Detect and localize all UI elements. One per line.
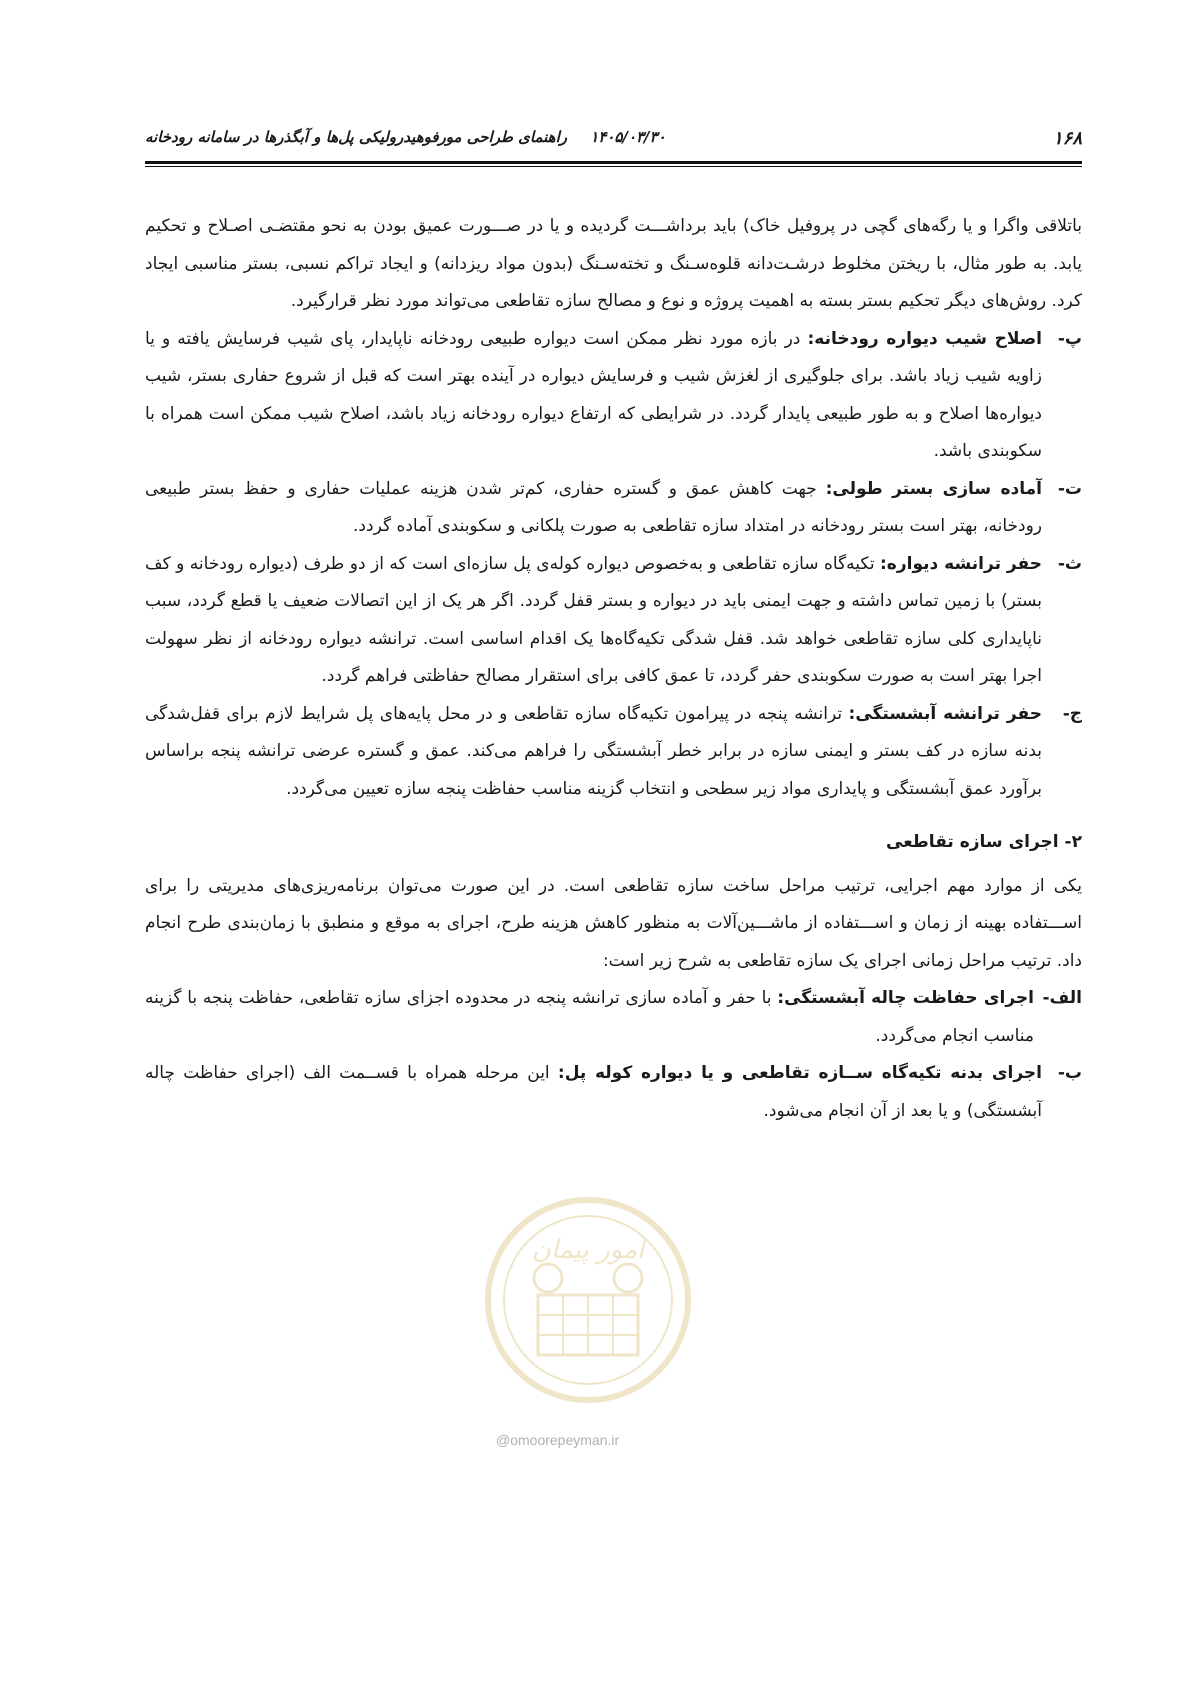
running-title bbox=[145, 128, 666, 146]
list-item-title: اصلاح شیب دیواره رودخانه: bbox=[807, 328, 1042, 349]
list-item-text: این مرحله همراه با قســمت الف (اجرای حفاظت چاله آبشستگی) و یا بعد از آن انجام می‌شود. bbox=[145, 1063, 1042, 1121]
list-marker: پ- bbox=[1057, 328, 1082, 349]
section-heading: ۲- اجرای سازه تقاطعی bbox=[886, 832, 1082, 852]
list-item-body bbox=[145, 546, 1042, 696]
list-item-text: ترانشه پنجه در پیرامون تکیه‌گاه سازه تقاطعی و در محل پایه‌های پل شرایط لازم برای قفل‌شدگی بدنه سازه در کف بستر و ایمنی سازه در برابر خطر آبشستگی را فراهم می‌کند. عمق و گستره عرضی ترانشه پنجه براساس برآورد عمق آبشستگی و پایداری مواد زیر سطحی و انتخاب گزینه مناسب حفاظت پنجه سازه تعیین می‌گردد. bbox=[145, 703, 1042, 799]
list-item-be bbox=[145, 1055, 1082, 1130]
list-item-body bbox=[145, 471, 1042, 546]
list-item-title: اجرای حفاظت چاله آبشستگی: bbox=[777, 988, 1034, 1008]
list-marker: ث- bbox=[1057, 553, 1082, 574]
list-item-se bbox=[145, 546, 1082, 696]
list-item-title: اجرای بدنه تکیه‌گاه ســازه تقاطعی و یا دیواره کوله پل: bbox=[557, 1063, 1042, 1083]
list-item-alef bbox=[145, 980, 1082, 1055]
page-body bbox=[145, 208, 1082, 1130]
list-marker: ج- bbox=[1062, 703, 1082, 724]
page-number: ۱۶۸ bbox=[1052, 128, 1082, 149]
watermark-seal-text: امور پیمان bbox=[531, 1235, 645, 1265]
page-header bbox=[145, 128, 1082, 148]
list-item-text: در بازه مورد نظر ممکن است دیواره طبیعی رودخانه ناپایدار، پای شیب فرسایش یافته و یا زاویه شیب زیاد باشد. برای جلوگیری از لغزش شیب و فرسایش دیواره در آینده بهتر است که قبل از شروع حفاری بستر، شیب دیواره‌ها اصلاح و به طور طبیعی پایدار گردد. در شرایطی که ارتفاع دیواره رودخانه زیاد باشد، اصلاح شیب ممکن است همراه با سکوبندی باشد. bbox=[145, 328, 1042, 461]
list-item-jim bbox=[145, 696, 1082, 809]
list-item-te bbox=[145, 471, 1082, 546]
header-date: ۱۴۰۵/۰۳/۳۰ bbox=[590, 128, 666, 146]
list-item-body bbox=[145, 321, 1042, 471]
header-rule-thick bbox=[145, 161, 1082, 164]
list-item-text: تکیه‌گاه سازه تقاطعی و به‌خصوص دیواره کوله‌ی پل سازه‌ای است که از دو طرف (دیواره رودخانه و کف بستر) با زمین تماس داشته و جهت ایمنی باید در دیواره و بستر قفل گردد. اگر هر یک از این اتصالات ضعیف یا قطع گردد، سبب ناپایداری کلی سازه تقاطعی خواهد شد. قفل شدگی تکیه‌گاه‌ها یک اقدام اساسی است. ترانشه دیواره رودخانه از نظر سهولت اجرا بهتر است به صورت سکوبندی حفر گردد، تا عمق کافی برای استقرار مصالح حفاظتی فراهم گردد. bbox=[145, 553, 1042, 686]
header-title-text: راهنمای طراحی مورفوهیدرولیکی پل‌ها و آبگذرها در سامانه رودخانه bbox=[145, 128, 567, 146]
list-item-body bbox=[145, 696, 1042, 809]
header-rule-thin bbox=[145, 166, 1082, 167]
watermark-url: @omoorepeyman.ir bbox=[496, 1432, 620, 1448]
list-marker: ب- bbox=[1057, 1063, 1082, 1083]
list-marker: الف- bbox=[1042, 988, 1082, 1008]
watermark-seal bbox=[478, 1180, 698, 1420]
list-item-text: جهت کاهش عمق و گستره حفاری، کم‌تر شدن هزینه عملیات حفاری و حفظ بستر طبیعی رودخانه، بهتر است بستر رودخانه در امتداد سازه تقاطعی به صورت پلکانی و سکوبندی آماده گردد. bbox=[145, 478, 1042, 536]
list-item-title: حفر ترانشه دیواره: bbox=[880, 553, 1042, 574]
list-item-title: حفر ترانشه آبشستگی: bbox=[848, 703, 1042, 724]
list-item-body bbox=[145, 980, 1034, 1055]
section-paragraph: یکی از موارد مهم اجرایی، ترتیب مراحل ساخت سازه تقاطعی است. در این صورت می‌توان برنامه‌ریزی‌های مدیریتی را برای اســـتفاده بهینه از زمان و اســـتفاده از ماشـــین‌آلات به منظور کاهش هزینه طرح، اجرای به موقع و منطبق با زمان‌بندی طرح انجام داد. ترتیب مراحل زمانی اجرای یک سازه تقاطعی به شرح زیر است: bbox=[145, 875, 1082, 971]
list-marker: ت- bbox=[1057, 478, 1082, 499]
list-item-title: آماده سازی بستر طولی: bbox=[825, 478, 1043, 499]
list-item-pe bbox=[145, 321, 1082, 471]
intro-paragraph: باتلاقی واگرا و یا رگه‌های گچی در پروفیل خاک) باید برداشـــت گردیده و یا در صـــورت عمیق بودن به نحو مقتضـی اصـلاح و تحکیم یابد. به طور مثال، با ریختن مخلوط درشـت‌دانه قلوه‌سـنگ و تخته‌سـنگ (بدون مواد ریزدانه) و ایجاد تراکم نسبی، بستر مناسبی ایجاد کرد. روش‌های دیگر تحکیم بستر بسته به اهمیت پروژه و نوع و مصالح سازه تقاطعی می‌تواند مورد نظر قرارگیرد. bbox=[145, 216, 1082, 311]
list-item-text: با حفر و آماده سازی ترانشه پنجه در محدوده اجزای سازه تقاطعی، حفاظت پنجه با گزینه مناسب انجام می‌گردد. bbox=[145, 988, 1034, 1046]
list-item-body bbox=[145, 1055, 1042, 1130]
